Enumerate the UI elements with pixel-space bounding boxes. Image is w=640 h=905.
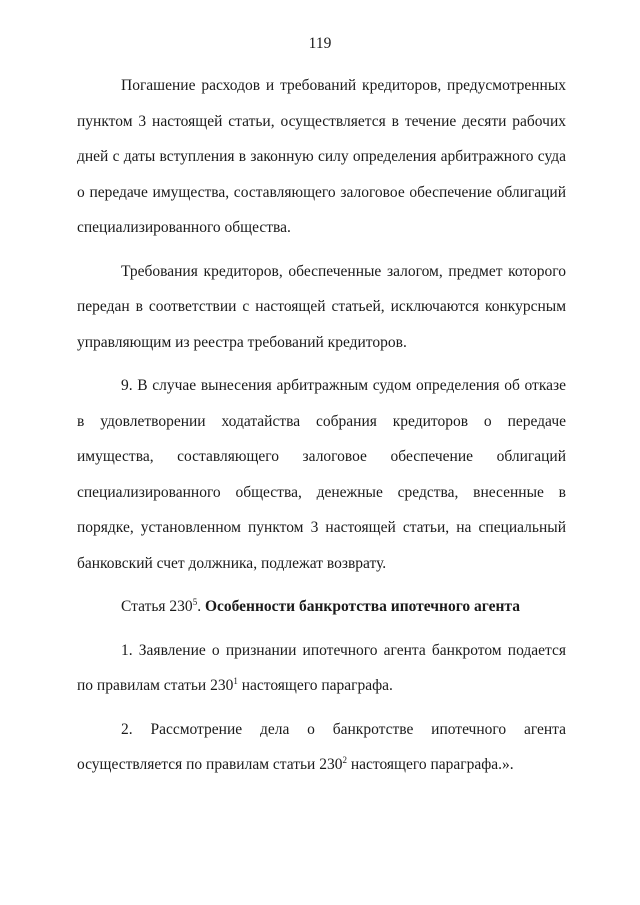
paragraph-item-9: 9. В случае вынесения арбитражным судом определения об отказе в удовлетворении ходатайства собрания кредиторов о передаче имущества, составляющего залоговое обеспечение облигаций специализированного общества, денежные средства, внесенные в порядке, установленном пунктом 3 настоящей статьи, на специальный банковский счет должника, подлежат возврату. <box>77 377 566 572</box>
article-heading <box>77 589 566 625</box>
article-title: Особенности банкротства ипотечного агента <box>204 598 520 615</box>
paragraph-repayment: Погашение расходов и требований кредиторов, предусмотренных пунктом 3 настоящей статьи, осуществляется в течение десяти рабочих дней с даты вступления в законную силу определения арбитражного суда о передаче имущества, составляющего залоговое обеспечение облигаций специализированного общества. <box>77 77 566 236</box>
article-number: Статья 230 <box>121 598 193 615</box>
article-dot: . <box>197 598 202 615</box>
article-superscript: 5 <box>192 597 198 607</box>
item1-text: 1. Заявление о признании ипотечного агента банкротом подается по правилам статьи 230 <box>77 641 566 694</box>
paragraph-item-2-line1: 2. Рассмотрение дела о банкротстве ипотечного агента <box>121 720 566 738</box>
page-number: 119 <box>308 35 332 52</box>
item2-text: осуществляется по правилам статьи 230 <box>77 756 343 773</box>
item2-superscript: 2 <box>342 755 347 765</box>
paragraph-secured-claims: Требования кредиторов, обеспеченные залогом, предмет которого передан в соответствии с настоящей статьей, исключаются конкурсным управляющим из реестра требований кредиторов. <box>77 262 566 351</box>
item1-text-end: настоящего параграфа. <box>237 677 393 694</box>
paragraph-item-2-line2 <box>77 747 566 783</box>
item2-text-end: настоящего параграфа.». <box>346 756 514 773</box>
item1-superscript: 1 <box>233 676 238 686</box>
paragraph-item-1 <box>77 633 566 704</box>
document-body <box>77 68 566 783</box>
